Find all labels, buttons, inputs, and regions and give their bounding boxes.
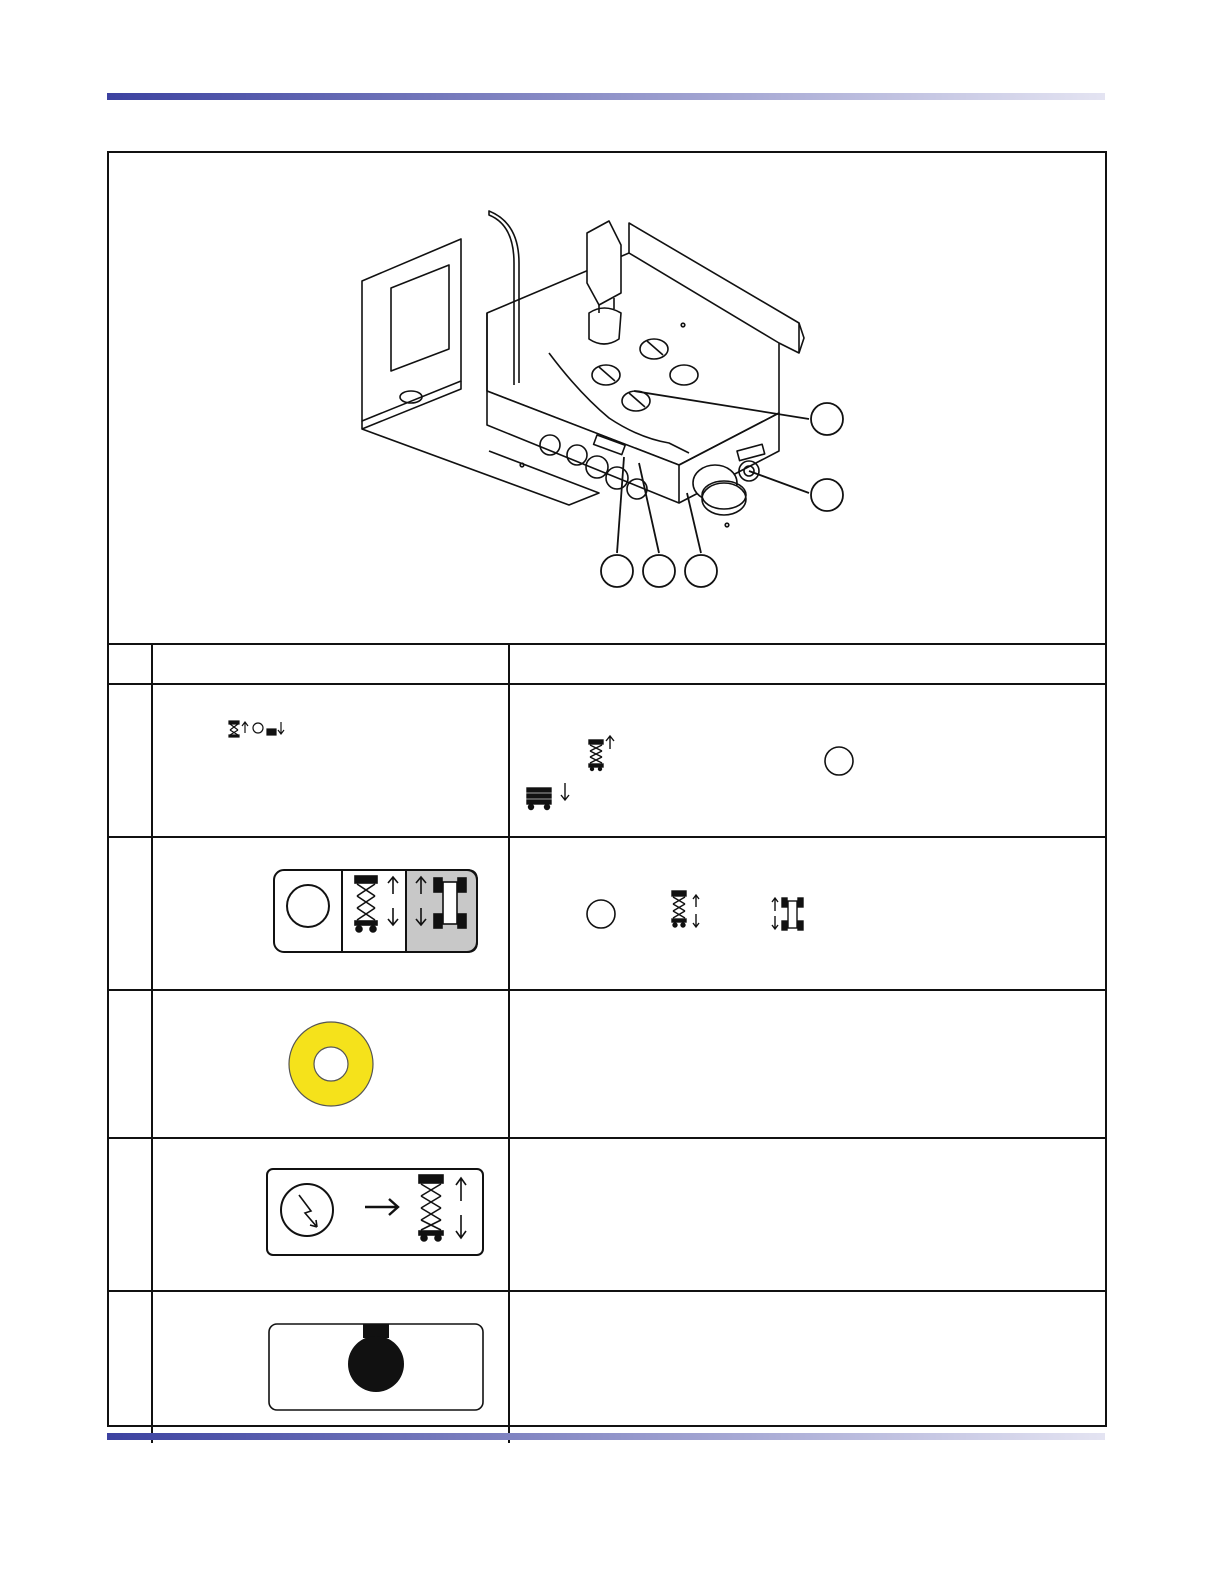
table-row — [109, 1291, 1105, 1443]
table-row — [109, 837, 1105, 990]
row-symbol — [152, 990, 509, 1138]
callout-circle — [811, 479, 843, 511]
callout-circle — [643, 555, 675, 587]
control-box-illustration — [109, 153, 1105, 643]
control-box-figure — [109, 153, 1105, 645]
row-symbol — [152, 837, 509, 990]
header-symbol — [152, 645, 509, 684]
mode-circle-icon — [587, 900, 615, 928]
arrow-right-icon — [365, 1199, 398, 1215]
lift-lower-inline-icons — [510, 685, 1106, 831]
joystick-handle — [587, 221, 621, 305]
row-symbol — [152, 684, 509, 837]
callout-circle — [811, 403, 843, 435]
mode-select-lift-drive-decal-icon — [153, 838, 510, 984]
row-number — [109, 990, 152, 1138]
row-number — [109, 684, 152, 837]
header-number — [109, 645, 152, 684]
row-symbol — [152, 1138, 509, 1291]
neutral-circle-icon — [825, 747, 853, 775]
table-header-row — [109, 645, 1105, 684]
row-description — [509, 990, 1105, 1138]
lift-neutral-lower-selector-icon — [153, 685, 510, 831]
platform-lowered-icon — [527, 783, 569, 810]
table-row — [109, 1138, 1105, 1291]
key-switch-decal-icon — [153, 1292, 510, 1438]
row-number — [109, 1138, 152, 1291]
row-description — [509, 1138, 1105, 1291]
footer-rule — [107, 1433, 1105, 1440]
scissor-lift-icon — [672, 891, 699, 927]
figure-panel — [107, 151, 1107, 1427]
callout-circle — [601, 555, 633, 587]
lift-up-icon — [589, 736, 614, 771]
row-number — [109, 837, 152, 990]
drive-chassis-icon — [772, 898, 803, 930]
row-description — [509, 684, 1105, 837]
header-description — [509, 645, 1105, 684]
yellow-emergency-stop-ring-icon — [286, 1019, 376, 1109]
mode-inline-icons — [510, 838, 1106, 984]
table-row — [109, 684, 1105, 837]
row-description — [509, 1291, 1105, 1443]
mode-circle-icon — [287, 885, 329, 927]
table-row — [109, 990, 1105, 1138]
legend-table — [109, 645, 1105, 1443]
scissor-lift-icon — [419, 1175, 466, 1241]
row-description — [509, 837, 1105, 990]
callout-circle — [685, 555, 717, 587]
power-icon — [281, 1184, 333, 1236]
scissor-lift-icon — [355, 876, 398, 932]
power-to-lift-decal-icon — [153, 1139, 510, 1285]
key-switch-icon — [348, 1336, 404, 1392]
row-symbol — [152, 1291, 509, 1443]
header-rule — [107, 93, 1105, 100]
row-number — [109, 1291, 152, 1443]
